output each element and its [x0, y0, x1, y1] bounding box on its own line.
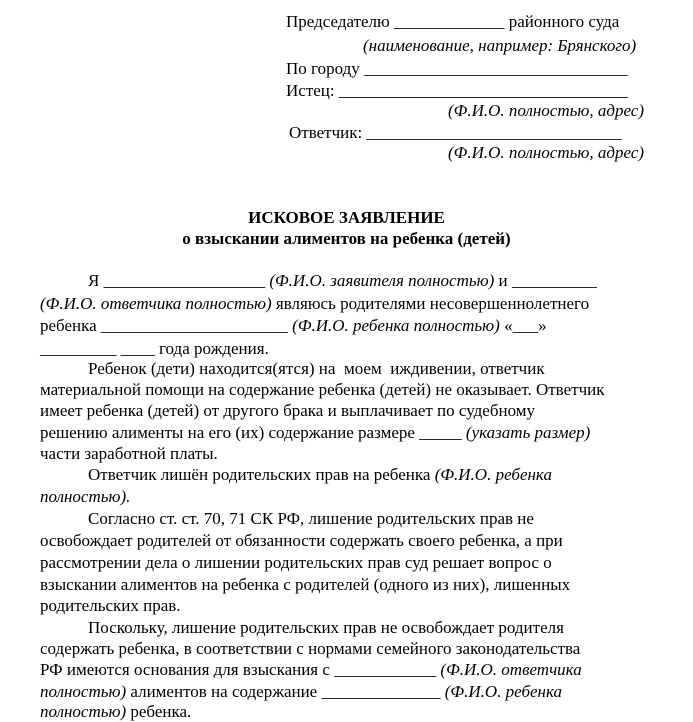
document-title: ИСКОВОЕ ЗАЯВЛЕНИЕ — [248, 208, 445, 227]
p1-line2: (Ф.И.О. ответчика полностью) являюсь родителями несовершеннолетнего — [40, 294, 590, 313]
p4-line5: родительских прав. — [40, 596, 181, 615]
header-defendant-hint: (Ф.И.О. полностью, адрес) — [448, 143, 644, 162]
header-chairman-line: Председателю _____________ районного суда — [286, 12, 620, 31]
p4-line3: рассмотрении дела о лишении родительских прав суд решает вопрос о — [40, 553, 552, 572]
header-city-line: По городу _______________________________ — [286, 59, 628, 78]
p5-line3: РФ имеются основания для взыскания с ____________ (Ф.И.О. ответчика — [40, 660, 582, 679]
p4-line1: Согласно ст. ст. 70, 71 СК РФ, лишение родительских прав не — [88, 509, 534, 528]
p2-line2: материальной помощи на содержание ребенка (детей) не оказывает. Ответчик — [40, 380, 605, 399]
header-court-hint: (наименование, например: Брянского) — [363, 36, 637, 55]
p1-line1: Я ___________________ (Ф.И.О. заявителя полностью) и __________ — [88, 271, 597, 290]
p2-line1: Ребенок (дети) находится(ятся) на моем иждивении, ответчик — [88, 359, 545, 378]
p5-line4: полностью) алиментов на содержание ______________ (Ф.И.О. ребенка — [40, 682, 562, 701]
p4-line4: взыскании алиментов на ребенка с родителей (одного из них), лишенных — [40, 575, 571, 594]
document-subtitle: о взыскании алиментов на ребенка (детей) — [182, 229, 511, 248]
p2-line4: решению алименты на его (их) содержание размере _____ (указать размер) — [40, 423, 591, 442]
p5-line2: содержать ребенка, в соответствии с нормами семейного законодательства — [40, 639, 581, 658]
header-plaintiff-line: Истец: __________________________________ — [286, 81, 628, 100]
p3-line2: полностью). — [40, 487, 131, 506]
p1-line3: ребенка ______________________ (Ф.И.О. ребенка полностью) «___» — [40, 316, 547, 335]
p4-line2: освобождает родителей от обязанности содержать своего ребенка, а при — [40, 531, 563, 550]
header-defendant-line: Ответчик: ______________________________ — [289, 123, 622, 142]
p5-line5: полностью) ребенка. — [40, 702, 192, 721]
p3-line1: Ответчик лишён родительских прав на ребенка (Ф.И.О. ребенка — [88, 465, 552, 484]
p1-line4: _________ ____ года рождения. — [40, 339, 269, 358]
p2-line3: имеет ребенка (детей) от другого брака и выплачивает по судебному — [40, 401, 536, 420]
p2-line5: части заработной платы. — [40, 444, 218, 463]
header-plaintiff-hint: (Ф.И.О. полностью, адрес) — [448, 101, 644, 120]
p5-line1: Поскольку, лишение родительских прав не освобождает родителя — [88, 618, 564, 637]
